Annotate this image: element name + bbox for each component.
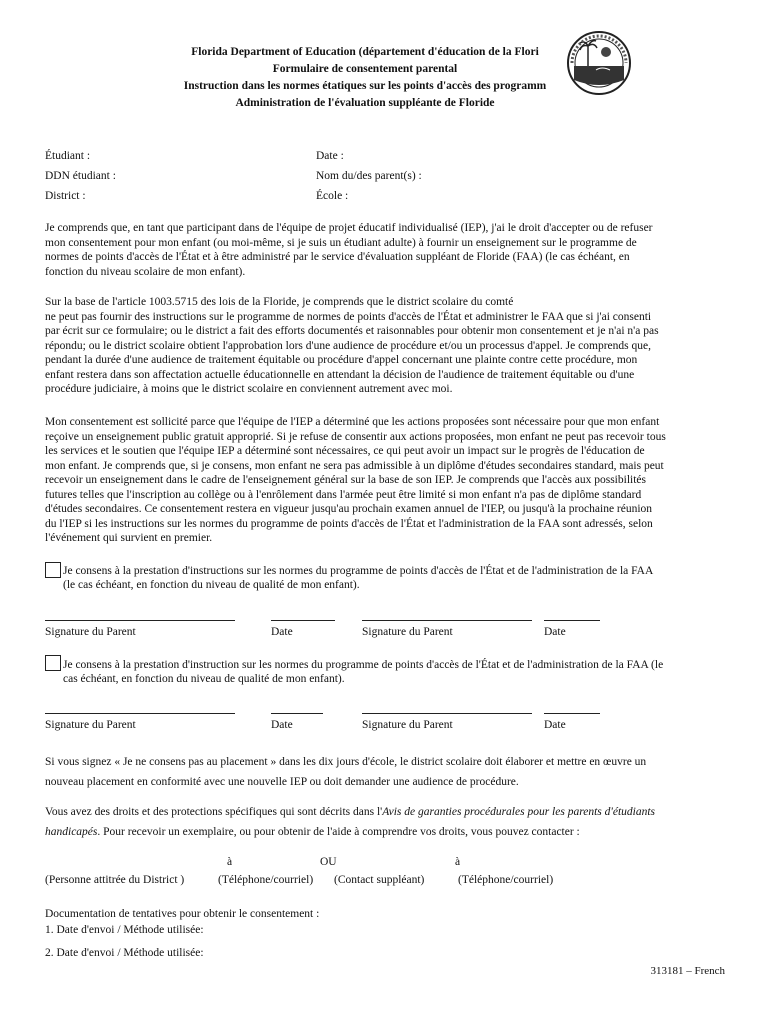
date-label: Date (271, 719, 293, 731)
parent-name-field[interactable]: Nom du/des parent(s) : (316, 170, 422, 182)
date-label: Date (544, 626, 566, 638)
contact-or: OU (320, 856, 337, 868)
state-seal-icon (566, 30, 632, 96)
contact-a-1: à (227, 856, 233, 868)
date-line-2[interactable] (544, 620, 600, 621)
text-line: par écrit sur ce formulaire; ou le district a fait des efforts documentés et raisonnables pour obtenir mon consentement et je n'ai n'a pas (45, 325, 659, 337)
parent-signature-line-2[interactable] (362, 620, 532, 621)
header-line-3: Instruction dans les normes étatiques sur les points d'accès des programm (183, 80, 547, 92)
documentation-title: Documentation de tentatives pour obtenir le consentement : (45, 908, 320, 920)
text-line: pendant la durée d'une audience de traitement équitable ou procédure d'appel concernant une plainte contre cette procédure, mon (45, 354, 638, 366)
text-line (45, 822, 725, 842)
form-number: 313181 – French (650, 965, 725, 977)
text-line: Si vous signez « Je ne consens pas au placement » dans les dix jours d'école, le district scolaire doit élaborer et mettre en œuvre un (45, 756, 647, 768)
date-line-3[interactable] (271, 713, 323, 714)
paragraph-rights-notice (45, 802, 725, 842)
consent-checkbox-1[interactable] (45, 562, 61, 578)
substitute-contact-label[interactable]: (Contact suppléant) (334, 874, 425, 886)
documentation-item-2[interactable]: 2. Date d'envoi / Méthode utilisée: (45, 947, 204, 959)
parent-signature-line-3[interactable] (45, 713, 235, 714)
signature-label: Signature du Parent (45, 719, 136, 731)
paragraph-statute (45, 295, 725, 397)
date-field[interactable]: Date : (316, 150, 344, 162)
contact-a-2: à (455, 856, 461, 868)
consent-1-line-1: Je consens à la prestation d'instructions sur les normes du programme de points d'accès de l'État et de l'administration de la FAA (63, 565, 654, 577)
signature-label: Signature du Parent (45, 626, 136, 638)
student-dob-field[interactable]: DDN étudiant : (45, 170, 116, 182)
text-line: nouveau placement en conformité avec une nouvelle IEP ou doit demander une audience de procédure. (45, 776, 519, 788)
consent-1-line-2: (le cas échéant, en fonction du niveau de qualité de mon enfant). (63, 579, 360, 591)
form-header (150, 44, 580, 112)
district-contact-label[interactable]: (Personne attitrée du District ) (45, 874, 185, 886)
text-line: l'événement qui survient en premier. (45, 532, 213, 544)
text-line: les services et le soutien que l'équipe IEP a déterminé sont nécessaires, ce qui peut avoir un impact sur le progrès de l'éducation de (45, 445, 645, 457)
text-line: ne peut pas fournir des instructions sur le programme de normes de points d'accès de l'État et administrer le FAA que si j'ai consenti (45, 310, 652, 323)
text-line: Sur la base de l'article 1003.5715 des lois de la Floride, je comprends que le district scolaire du comté (45, 296, 514, 308)
text-line: normes de points d'accès de l'État et à être administré par le service d'évaluation suppléant de Floride (FAA) (le cas échéant, en (45, 251, 630, 263)
text-line: reçoive un enseignement public gratuit approprié. Si je refuse de consentir aux actions proposées, mon enfant ne peut pas recevoir tous (45, 430, 666, 443)
paragraph-no-consent (45, 752, 725, 792)
notice-title: Avis de garanties procédurales pour les parents d'étudiants (382, 806, 656, 818)
phone-email-label-2[interactable]: (Téléphone/courriel) (458, 874, 554, 886)
text-line: Je comprends que, en tant que participant dans de l'équipe de projet éducatif individualisé (IEP), j'ai le droit d'accepter ou de refuser (45, 222, 653, 234)
school-field[interactable]: École : (316, 190, 349, 202)
consent-checkbox-2[interactable] (45, 655, 61, 671)
text-line: du l'IEP si les instructions sur les normes du programme de points d'accès de l'État et l'administration de la FAA sont adressés, selon (45, 517, 653, 530)
text-line: fonction du niveau scolaire de mon enfant). (45, 265, 246, 278)
signature-label: Signature du Parent (362, 719, 453, 731)
notice-title: handicapés (45, 826, 98, 838)
text-line: mon consentement pour mon enfant (ou moi-même, si je suis un étudiant adulte) à fournir un enseignement sur le programme de (45, 236, 637, 249)
district-field[interactable]: District : (45, 190, 86, 202)
student-field[interactable]: Étudiant : (45, 150, 91, 162)
text-span: . Pour recevoir un exemplaire, ou pour obtenir de l'aide à comprendre vos droits, vous pouvez contacter : (97, 826, 580, 838)
text-line: recevoir un enseignement dans le cadre de l'enseignement général sur la base de son IEP. Je comprends que l'accès aux possibilités (45, 474, 646, 486)
text-span: Vous avez des droits et des protections spécifiques qui sont décrits dans l' (45, 806, 383, 818)
text-line (45, 802, 725, 822)
parent-signature-line-1[interactable] (45, 620, 235, 621)
text-line: mon enfant. Je comprends que, si je consens, mon enfant ne sera pas admissible à un diplôme d'études secondaires standard, mais peut (45, 459, 664, 472)
header-line-4: Administration de l'évaluation suppléante de Floride (235, 97, 495, 109)
text-line: procédure judiciaire, à moins que le district scolaire en conviennent autrement avec moi. (45, 383, 453, 395)
text-line: répondu; ou le district scolaire obtient l'approbation lors d'une audience de procédure et/ou un processus d'appel. Je comprends que, (45, 339, 651, 352)
header-line-2: Formulaire de consentement parental (272, 63, 458, 75)
date-label: Date (271, 626, 293, 638)
date-line-1[interactable] (271, 620, 335, 621)
parent-signature-line-4[interactable] (362, 713, 532, 714)
text-line: Mon consentement est sollicité parce que l'équipe de l'IEP a déterminé que les actions proposées sont nécessaire pour que mon enfant (45, 416, 660, 428)
date-line-4[interactable] (544, 713, 600, 714)
documentation-item-1[interactable]: 1. Date d'envoi / Méthode utilisée: (45, 924, 204, 936)
paragraph-consent-reason (45, 415, 725, 546)
text-line: d'études secondaires. Ce consentement restera en vigueur jusqu'au prochain examen annuel de l'IEP, ou jusqu'à la prochaine réunion (45, 503, 653, 515)
header-line-1: Florida Department of Education (département d'éducation de la Flori (191, 46, 539, 58)
consent-2-line-2: cas échéant, en fonction du niveau de qualité de mon enfant). (63, 673, 345, 685)
text-line: enfant restera dans son affectation actuelle éducationnelle en attendant la décision de l'audience de traitement équitable ou d'une (45, 368, 635, 381)
signature-label: Signature du Parent (362, 626, 453, 638)
date-label: Date (544, 719, 566, 731)
phone-email-label-1[interactable]: (Téléphone/courriel) (218, 874, 314, 886)
paragraph-iep-rights (45, 221, 725, 279)
consent-2-line-1: Je consens à la prestation d'instruction sur les normes du programme de points d'accès de l'État et de l'administration de la FAA (le (63, 659, 664, 671)
text-line: futures telles que l'inscription au collège ou à l'enrôlement dans l'armée peut être limité si mon enfant n'a pas de diplôme standard (45, 488, 642, 501)
